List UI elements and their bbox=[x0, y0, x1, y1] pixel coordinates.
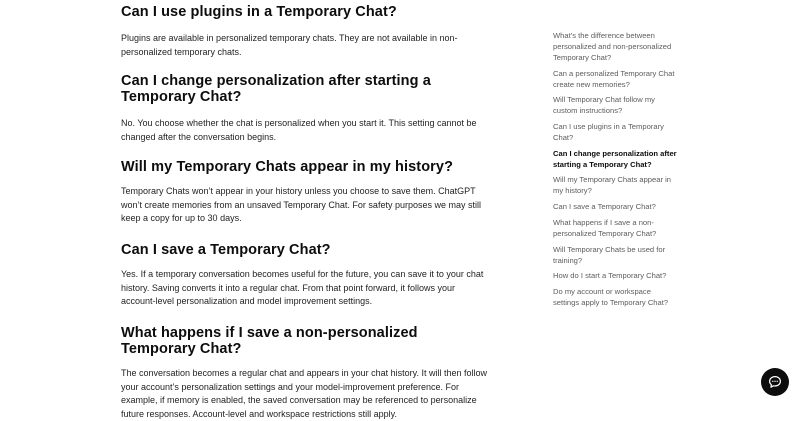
faq-section bbox=[121, 74, 491, 144]
section-body: Yes. If a temporary conversation becomes useful for the future, you can save it to your chat history. Saving converts it into a regular chat. From that point forward, it follows your account-level personalization and model improvement settings. bbox=[121, 269, 484, 307]
toc-link[interactable]: What happens if I save a non-personalized Temporary Chat? bbox=[553, 217, 657, 238]
toc-link[interactable]: Will Temporary Chat follow my custom instructions? bbox=[553, 95, 655, 116]
faq-section bbox=[121, 4, 491, 59]
toc-link[interactable]: Can a personalized Temporary Chat create new memories? bbox=[553, 68, 675, 89]
faq-section bbox=[121, 242, 491, 309]
faq-section bbox=[121, 159, 491, 226]
toc-link[interactable]: What’s the difference between personalized and non-personalized Temporary Chat? bbox=[553, 31, 672, 62]
toc-link[interactable]: Can I save a Temporary Chat? bbox=[553, 202, 656, 212]
section-heading: Can I use plugins in a Temporary Chat? bbox=[121, 4, 397, 20]
chat-support-button[interactable] bbox=[761, 368, 789, 396]
toc-link[interactable]: Do my account or workspace settings apply to Temporary Chat? bbox=[553, 286, 669, 307]
section-heading: What happens if I save a non-personalized Temporary Chat? bbox=[121, 325, 418, 357]
section-heading: Will my Temporary Chats appear in my history? bbox=[121, 159, 454, 175]
faq-section bbox=[121, 325, 491, 421]
section-body: Plugins are available in personalized temporary chats. They are not available in non-personalized temporary chats. bbox=[121, 33, 458, 57]
toc-link[interactable]: How do I start a Temporary Chat? bbox=[553, 271, 667, 281]
toc-link-active[interactable]: Can I change personalization after starting a Temporary Chat? bbox=[553, 148, 677, 169]
section-heading: Can I change personalization after starting a Temporary Chat? bbox=[121, 73, 431, 105]
toc-link[interactable]: Will my Temporary Chats appear in my history? bbox=[553, 175, 672, 196]
table-of-contents bbox=[553, 30, 678, 307]
section-body: Temporary Chats won’t appear in your history unless you choose to save them. ChatGPT won’t create memories from an unsaved Temporary Chat. For safety purposes we may still keep a copy for up to 30 days. bbox=[121, 186, 481, 224]
section-heading: Can I save a Temporary Chat? bbox=[121, 242, 331, 258]
section-body: No. You choose whether the chat is personalized when you start it. This setting cannot be changed after the conversation begins. bbox=[121, 118, 477, 142]
toc-link[interactable]: Will Temporary Chats be used for training? bbox=[553, 244, 666, 265]
chat-bubble-icon bbox=[768, 375, 782, 389]
section-body: The conversation becomes a regular chat and appears in your chat history. It will then follow your account’s personalization settings and your model-improvement preference. For example, if memory is enabled, the saved conversation may be referenced to personalize future responses. Account-level and workspace restrictions still apply. bbox=[121, 368, 488, 419]
toc-link[interactable]: Can I use plugins in a Temporary Chat? bbox=[553, 122, 664, 143]
